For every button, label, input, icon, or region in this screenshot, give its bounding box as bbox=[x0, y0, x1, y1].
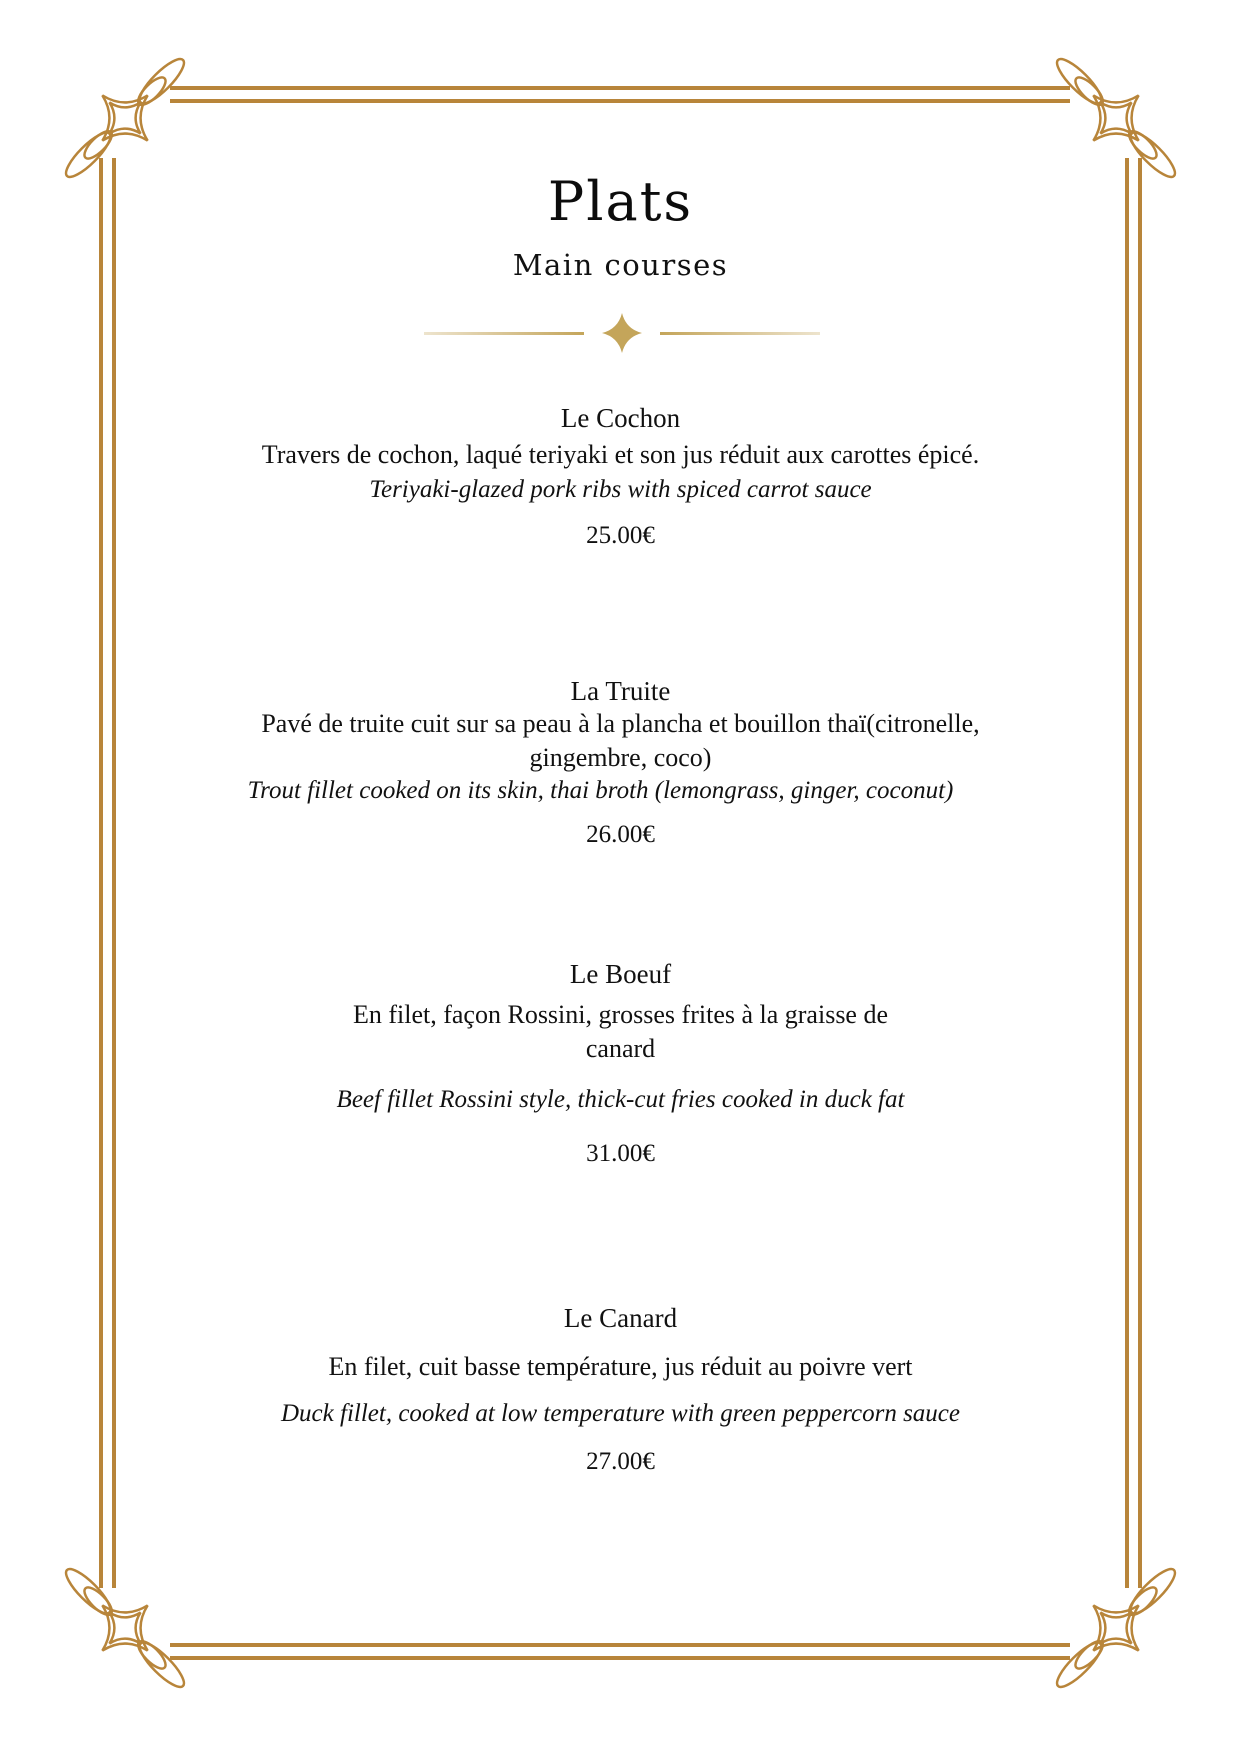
dish-description-fr-line2: gingembre, coco) bbox=[529, 743, 712, 772]
title-divider bbox=[160, 310, 1081, 360]
menu-item bbox=[160, 958, 1081, 1170]
dish-name: La Truite bbox=[570, 676, 671, 706]
dish-description-fr-line1: En filet, façon Rossini, grosses frites à la graisse de bbox=[352, 1000, 889, 1029]
dish-description-en: Trout fillet cooked on its skin, thai broth (lemongrass, ginger, coconut) bbox=[247, 777, 954, 804]
dish-price: 27.00€ bbox=[586, 1448, 655, 1475]
dish-price: 31.00€ bbox=[586, 1140, 655, 1167]
dish-description-fr-line1: Pavé de truite cuit sur sa peau à la plancha et bouillon thaï(citronelle, bbox=[261, 709, 980, 738]
dish-description-en: Teriyaki-glazed pork ribs with spiced carrot sauce bbox=[369, 476, 872, 503]
dish-description-fr: En filet, cuit basse température, jus réduit au poivre vert bbox=[328, 1352, 913, 1381]
dish-price: 26.00€ bbox=[586, 821, 655, 848]
dish-price: 25.00€ bbox=[586, 522, 655, 549]
dish-description-fr: Travers de cochon, laqué teriyaki et son jus réduit aux carottes épicé. bbox=[261, 440, 980, 469]
dish-name: Le Cochon bbox=[560, 403, 681, 433]
menu-item bbox=[160, 402, 1081, 552]
four-point-star-icon bbox=[602, 313, 642, 353]
dish-name: Le Boeuf bbox=[569, 959, 672, 989]
dish-description-fr-line2: canard bbox=[585, 1034, 656, 1063]
page-title: Plats bbox=[547, 170, 694, 233]
menu-item bbox=[160, 675, 1081, 851]
dish-name: Le Canard bbox=[563, 1303, 678, 1333]
dish-description-en: Duck fillet, cooked at low temperature with green peppercorn sauce bbox=[281, 1400, 960, 1427]
menu-item bbox=[160, 1302, 1081, 1478]
page-subtitle: Main courses bbox=[512, 248, 729, 282]
dish-description-en: Beef fillet Rossini style, thick-cut fries cooked in duck fat bbox=[336, 1086, 905, 1113]
